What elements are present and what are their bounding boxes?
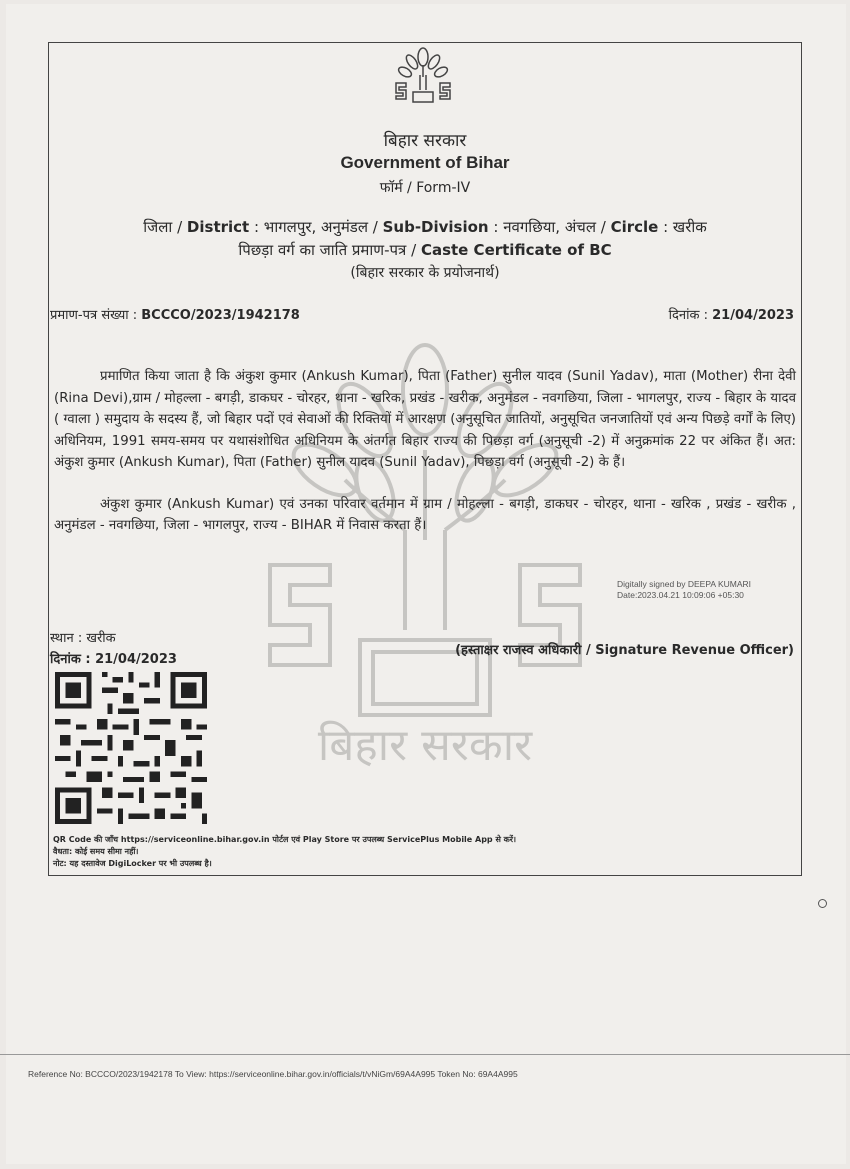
qr-verification-note: QR Code की जाँच https://serviceonline.bihar.gov.in पोर्टल एवं Play Store पर उपलब्ध ServicePlus Mobile App से करें। bbox=[53, 835, 517, 844]
validity-note: वैधता: कोई समय सीमा नहीं। bbox=[53, 847, 139, 856]
footer-divider bbox=[0, 1054, 850, 1055]
subdivision-label: Sub-Division bbox=[382, 218, 489, 236]
issue-date-label: दिनांक : bbox=[668, 308, 713, 323]
district-value: : भागलपुर, अनुमंडल / bbox=[249, 218, 383, 236]
digital-signature-line-2: Date:2023.04.21 10:09:06 +05:30 bbox=[617, 590, 744, 600]
jurisdiction-line bbox=[0, 217, 850, 237]
certificate-body bbox=[54, 366, 796, 537]
digital-signature bbox=[617, 579, 751, 601]
certificate-title-english: Caste Certificate of BC bbox=[420, 241, 612, 259]
cert-no-label: प्रमाण-पत्र संख्या : bbox=[50, 308, 142, 323]
circle-label: Circle bbox=[610, 218, 659, 236]
cert-no-value: BCCCO/2023/1942178 bbox=[141, 308, 300, 323]
reference-footer: Reference No: BCCCO/2023/1942178 To View: https://serviceonline.bihar.gov.in/officials/t/vNiGm/69A4A995 Token No: 69A4A995 bbox=[28, 1069, 518, 1079]
signature-officer: (हस्ताक्षर राजस्व अधिकारी / Signature Revenue Officer) bbox=[455, 643, 794, 658]
bihar-emblem-icon bbox=[393, 45, 453, 105]
issue-date-value: 21/04/2023 bbox=[712, 308, 794, 323]
circle-value: : खरीक bbox=[658, 218, 707, 236]
district-label: District bbox=[186, 218, 250, 236]
sign-date: दिनांक : 21/04/2023 bbox=[50, 652, 177, 667]
issue-date bbox=[669, 305, 794, 323]
government-title: Government of Bihar bbox=[340, 153, 510, 172]
digital-signature-line-1: Digitally signed by DEEPA KUMARI bbox=[617, 579, 752, 589]
qr-code[interactable] bbox=[55, 672, 207, 824]
certificate-paragraph-1: प्रमाणित किया जाता है कि अंकुश कुमार (Ankush Kumar), पिता (Father) सुनील यादव (Sunil Yadav), माता (Mother) रीना देवी (Rina Devi),ग्राम / मोहल्ला - बगड़ी, डाकघर - चोरहर, थाना - खरिक, प्रखंड - खरीक, अनुमंडल - नवगछिया, जिला - भागलपुर, राज्य - बिहार के यादव ( ग्वाला ) समुदाय के सदस्य हैं, जो बिहार पदों एवं सेवाओं की रिक्तियों में आरक्षण (अनुसूचित जातियों, अनुसूचित जनजातियों एवं अन्य पिछड़े वर्गों के लिए) अधिनियम, 1991 समय-समय पर यथासंशोधित अधिनियम के अंतर्गत बिहार राज्य की पिछड़ा वर्ग (अनुसूची -2) में अनुक्रमांक 22 पर अंकित हैं। अत: अंकुश कुमार (Ankush Kumar), पिता (Father) सुनील यादव (Sunil Yadav), पिछड़ा वर्ग (अनुसूची -2) के हैं। bbox=[54, 369, 796, 470]
subdivision-value: : नवगछिया, अंचल / bbox=[488, 218, 611, 236]
punch-mark bbox=[818, 899, 827, 908]
watermark-text: बिहार सरकार bbox=[317, 720, 533, 770]
certificate-title bbox=[0, 240, 850, 260]
place-label: स्थान : खरीक bbox=[50, 631, 116, 646]
district-prefix: जिला / bbox=[143, 218, 187, 236]
certificate-purpose: (बिहार सरकार के प्रयोजनार्थ) bbox=[350, 265, 500, 281]
hindi-government-title: बिहार सरकार bbox=[383, 131, 467, 151]
form-label: फॉर्म / Form-IV bbox=[379, 180, 471, 196]
certificate-paragraph-2: अंकुश कुमार (Ankush Kumar) एवं उनका परिवार वर्तमान में ग्राम / मोहल्ला - बगड़ी, डाकघर - चोरहर, थाना - खरिक , प्रखंड - खरीक , अनुमंडल - नवगछिया, जिला - भागलपुर, राज्य - BIHAR में निवास करता हैं। bbox=[54, 496, 796, 533]
certificate-title-hindi: पिछड़ा वर्ग का जाति प्रमाण-पत्र / bbox=[238, 241, 421, 259]
certificate-number bbox=[50, 305, 300, 323]
digilocker-note: नोट: यह दस्तावेज DigiLocker पर भी उपलब्ध है। bbox=[53, 859, 212, 868]
